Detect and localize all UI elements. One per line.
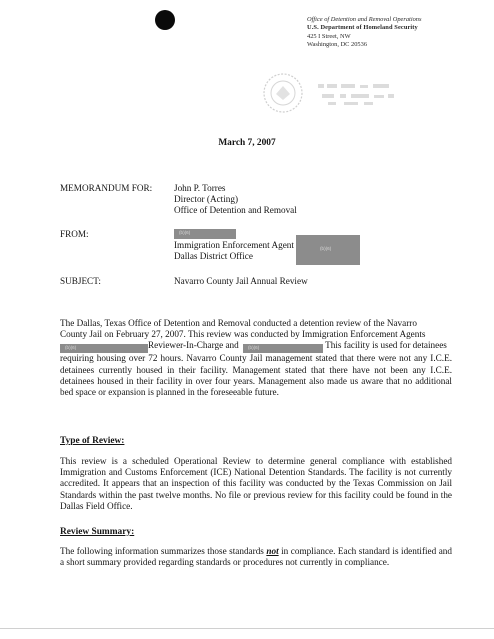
review-summary-text [60, 546, 452, 568]
intro-line: requiring housing over 72 hours. Navarro County Jail management stated that there were not any I.C.E. detainees currently housed in their facility. Management stated that there have not been any I.C.E. detainees housed in their facility in over four years. Management also made us aware that no additional bed space or expansion is planned in the foreseeable future. [60, 353, 452, 398]
letterhead [307, 16, 493, 50]
summary-text: in compliance. Each standard is identified and a short summary provided regarding standards or procedures not currently in compliance. [60, 546, 452, 568]
page-bottom-rule [0, 628, 494, 629]
memo-for-block [174, 183, 297, 217]
intro-line: County Jail on February 27, 2007. This review was conducted by Immigration Enforcement Agents [60, 329, 426, 340]
intro-text: Reviewer-In-Charge and [148, 340, 239, 351]
dhs-seal-icon [262, 72, 304, 114]
type-of-review-text: This review is a scheduled Operational Review to determine general compliance with established Immigration and Customs Enforcement (ICE) National Detention Standards. The facility is not currently accredited. It appears that an inspection of this facility was conducted by the Texas Commission on Jail Standards within the past twelve months. No file or previous review for this facility could be found in the Dallas Field Office. [60, 456, 452, 511]
recipient-name: John P. Torres [174, 183, 226, 193]
redaction-box: (b)(6) [60, 344, 148, 353]
sender-office: Dallas District Office [174, 251, 253, 262]
summary-text: The following information summarizes those standards [60, 546, 264, 556]
redaction-box: (b)(6) [296, 235, 360, 265]
punch-hole [155, 10, 175, 30]
type-of-review-heading: Type of Review: [60, 436, 125, 446]
intro-line [60, 340, 452, 353]
intro-paragraph [60, 318, 452, 398]
recipient-title: Director (Acting) [174, 194, 239, 205]
memo-from-block [174, 240, 294, 262]
redaction-box: (b)(6) [243, 344, 323, 353]
sender-title: Immigration Enforcement Agent [174, 240, 294, 250]
intro-text: This facility is used for detainees [325, 340, 447, 351]
review-summary-heading: Review Summary: [60, 527, 135, 537]
memo-from-label: FROM: [60, 229, 89, 239]
letterhead-agency: Office of Detention and Removal Operations [307, 16, 422, 23]
memo-for-label: MEMORANDUM FOR: [60, 183, 153, 193]
memo-subject-label: SUBJECT: [60, 276, 101, 286]
recipient-office: Office of Detention and Removal [174, 205, 297, 216]
letterhead-city: Washington, DC 20536 [307, 41, 368, 49]
letterhead-department: U.S. Department of Homeland Security [307, 24, 418, 32]
intro-line: The Dallas, Texas Office of Detention and Removal conducted a detention review of the Navarro [60, 318, 417, 328]
memo-date: March 7, 2007 [218, 138, 276, 148]
redaction-box: (b)(6) [174, 229, 236, 239]
letterhead-street: 425 I Street, NW [307, 32, 351, 40]
stamp-watermark [318, 82, 408, 108]
memo-subject: Navarro County Jail Annual Review [174, 276, 308, 286]
summary-emphasis: not [266, 546, 279, 556]
